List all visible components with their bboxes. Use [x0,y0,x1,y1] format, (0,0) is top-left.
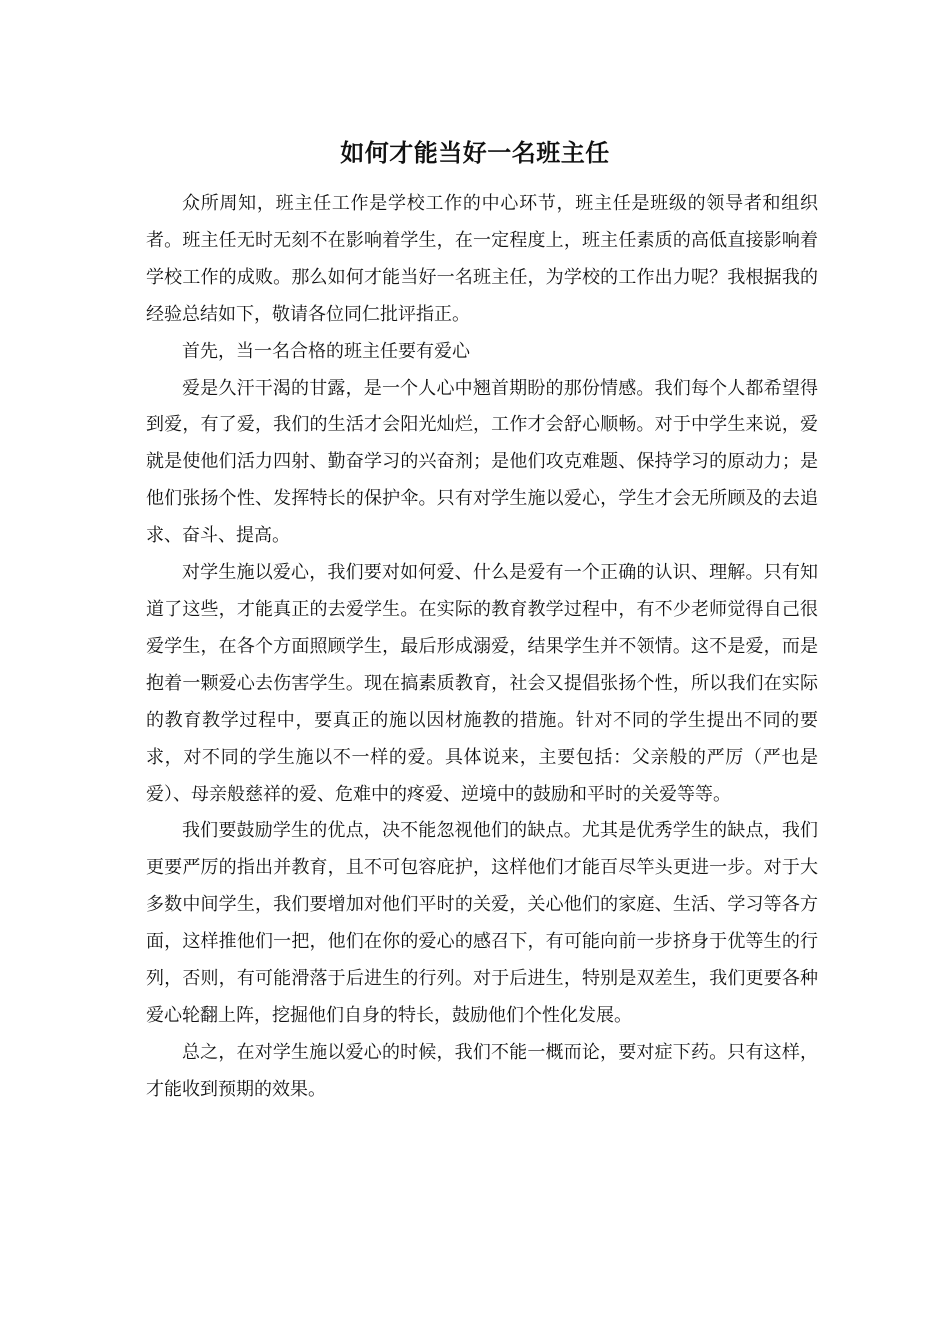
paragraph-heading-first: 首先，当一名合格的班主任要有爱心 [182,340,470,362]
document-title: 如何才能当好一名班主任 [340,138,610,167]
paragraph-encourage-students: 我们要鼓励学生的优点，决不能忽视他们的缺点。尤其是优秀学生的缺点，我们更要严厉的指出并教育，且不可包容庇护，这样他们才能百尽竿头更进一步。对于大多数中间学生，我们要增加对他们平时的关爱，关心他们的家庭、生活、学习等各方面，这样推他们一把，他们在你的爱心的感召下，有可能向前一步挤身于优等生的行列，否则，有可能滑落于后进生的行列。对于后进生，特别是双差生，我们更要各种爱心轮翻上阵，挖掘他们自身的特长，鼓励他们个性化发展。 [146,820,818,1026]
paragraph-love-importance: 爱是久汗干渴的甘露，是一个人心中翘首期盼的那份情感。我们每个人都希望得到爱，有了爱，我们的生活才会阳光灿烂，工作才会舒心顺畅。对于中学生来说，爱就是使他们活力四射、勤奋学习的兴奋剂；是他们攻克难题、保持学习的原动力；是他们张扬个性、发挥特长的保护伞。只有对学生施以爱心，学生才会无所顾及的去追求、奋斗、提高。 [146,377,818,547]
paragraph-conclusion: 总之，在对学生施以爱心的时候，我们不能一概而论，要对症下药。只有这样，才能收到预期的效果。 [146,1041,818,1100]
paragraph-love-understanding: 对学生施以爱心，我们要对如何爱、什么是爱有一个正确的认识、理解。只有知道了这些，才能真正的去爱学生。在实际的教育教学过程中，有不少老师觉得自己很爱学生，在各个方面照顾学生，最后形成溺爱，结果学生并不领情。这不是爱，而是抱着一颗爱心去伤害学生。现在搞素质教育，社会又提倡张扬个性，所以我们在实际的教育教学过程中，要真正的施以因材施教的措施。针对不同的学生提出不同的要求，对不同的学生施以不一样的爱。具体说来，主要包括：父亲般的严厉（严也是爱）、母亲般慈祥的爱、危难中的疼爱、逆境中的鼓励和平时的关爱等等。 [146,562,818,805]
paragraph-intro: 众所周知，班主任工作是学校工作的中心环节，班主任是班级的领导者和组织者。班主任无时无刻不在影响着学生，在一定程度上，班主任素质的高低直接影响着学校工作的成败。那么如何才能当好一名班主任，为学校的工作出力呢？我根据我的经验总结如下，敬请各位同仁批评指正。 [146,193,818,325]
document-body [146,186,818,1109]
